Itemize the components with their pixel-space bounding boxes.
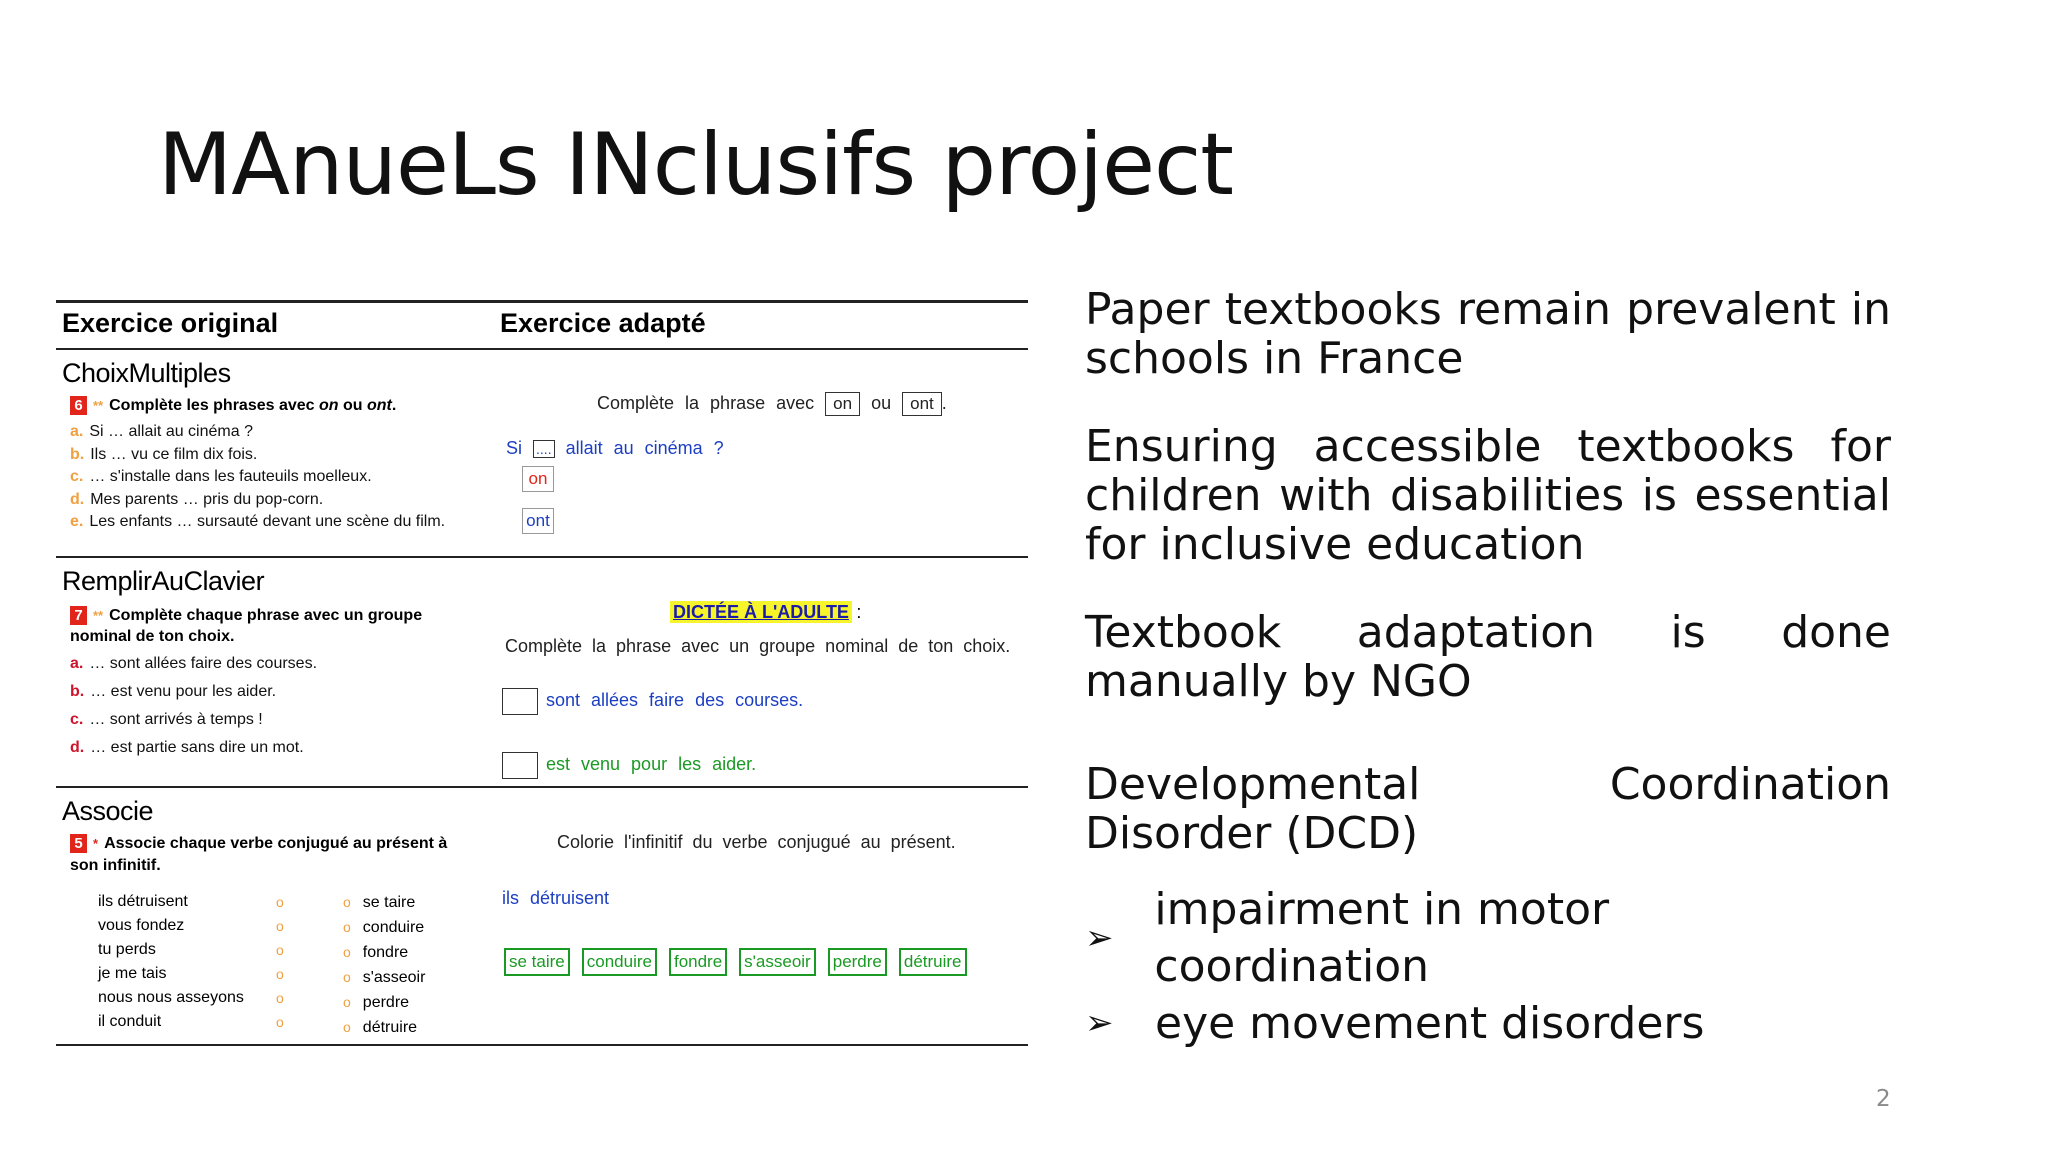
conjugated-verbs <box>98 890 244 1034</box>
match-dot[interactable]: o <box>276 894 284 910</box>
section-title-associe: Associe <box>62 796 154 826</box>
list-item: a. … sont allées faire des courses. <box>70 655 318 672</box>
original-instruction: 5 * Associe chaque verbe conjugué au présent à son infinitif. <box>70 835 448 874</box>
difficulty-stars: * <box>93 836 99 851</box>
slide-title: MAnueLs INclusifs project <box>158 115 1233 215</box>
match-dot[interactable]: o <box>276 966 284 982</box>
list-item: il conduit <box>98 1013 162 1030</box>
dcd-bullet-list <box>1085 881 1891 1052</box>
option-ont-box: ont <box>902 392 942 416</box>
choice-sasseoir[interactable]: s'asseoir <box>739 948 816 976</box>
adapted-verb: ils détruisent <box>502 888 610 908</box>
arrow-bullet-icon: ➢ <box>1085 1003 1114 1043</box>
original-instruction: 6 ** Complète les phrases avec on ou ont. <box>70 396 396 415</box>
list-item: c. … sont arrivés à temps ! <box>70 711 263 728</box>
adapted-sentence: Si .... allait au cinéma ? <box>506 438 724 458</box>
table-bottom-rule <box>56 1044 1028 1046</box>
choice-detruire[interactable]: détruire <box>899 948 967 976</box>
adapted-instruction: Complète la phrase avec on ou ont . <box>597 392 947 416</box>
exercise-number-badge: 5 <box>70 834 87 853</box>
column-header-adapted: Exercice adapté <box>500 308 706 338</box>
column-header-original: Exercice original <box>62 308 279 338</box>
list-item: d. Mes parents … pris du pop-corn. <box>70 490 324 508</box>
list-item: o perdre <box>343 994 410 1011</box>
list-item: c. … s'installe dans les fauteuils moelleux. <box>70 468 372 485</box>
arrow-bullet-icon: ➢ <box>1085 917 1114 958</box>
choice-fondre[interactable]: fondre <box>669 948 727 976</box>
match-dot[interactable]: o <box>276 1014 284 1030</box>
left-match-dots <box>276 890 284 1034</box>
list-item: nous nous asseyons <box>98 989 244 1006</box>
list-item: ils détruisent <box>98 893 188 910</box>
list-item: o détruire <box>343 1019 418 1036</box>
exercise-comparison-table <box>56 300 1028 1048</box>
list-item: je me tais <box>98 965 167 982</box>
list-item: vous fondez <box>98 917 185 934</box>
header-rule <box>56 348 1028 350</box>
choice-ont[interactable]: ont <box>522 508 554 534</box>
paragraph-manual-adaptation: Textbook adaptation is done manually by NGO <box>1085 607 1891 707</box>
list-item: b. Ils … vu ce film dix fois. <box>70 445 258 463</box>
paragraph-textbooks-prevalent: Paper textbooks remain prevalent in schools in France <box>1085 284 1891 384</box>
table-top-rule <box>56 300 1028 303</box>
choice-perdre[interactable]: perdre <box>828 948 887 976</box>
option-on-box: on <box>825 392 860 416</box>
blank-dropdown[interactable]: .... <box>533 440 555 458</box>
difficulty-stars: ** <box>93 608 104 623</box>
infinitive-choices <box>504 948 979 976</box>
list-item: o s'asseoir <box>343 969 426 986</box>
exercise-number-badge: 6 <box>70 396 87 415</box>
infinitives <box>343 890 425 1040</box>
original-instruction: 7 ** Complète chaque phrase avec un groupe nominal de ton choix. <box>70 607 423 645</box>
section-rule <box>56 786 1028 788</box>
text-entry-box[interactable] <box>502 688 538 715</box>
exercise-number-badge: 7 <box>70 606 87 625</box>
list-item: b. … est venu pour les aider. <box>70 683 277 700</box>
list-item: ➢ eye movement disorders <box>1085 995 1891 1052</box>
section-title-choixmultiples: ChoixMultiples <box>62 358 231 388</box>
original-items <box>70 650 317 762</box>
paragraph-dcd: Developmental Coordination Disorder (DCD) <box>1085 759 1891 859</box>
text-entry-box[interactable] <box>502 752 538 779</box>
list-item: o se taire <box>343 894 416 911</box>
list-item: tu perds <box>98 941 156 958</box>
adapted-instruction: Colorie l'infinitif du verbe conjugué au présent. <box>557 832 956 852</box>
list-item: a. Si … allait au cinéma ? <box>70 423 253 440</box>
match-dot[interactable]: o <box>276 918 284 934</box>
adapted-sentence: est venu pour les aider. <box>546 754 757 774</box>
list-item: o fondre <box>343 944 409 961</box>
adapted-instruction: Complète la phrase avec un groupe nominal de ton choix. <box>505 636 1011 656</box>
match-dot[interactable]: o <box>276 942 284 958</box>
paragraph-accessible-textbooks: Ensuring accessible textbooks for children with disabilities is essential for inclusive education <box>1085 421 1891 570</box>
choice-on[interactable]: on <box>522 466 554 492</box>
adapted-sentence: sont allées faire des courses. <box>546 690 804 710</box>
list-item: ➢ impairment in motor coordination <box>1085 884 1610 992</box>
choice-conduire[interactable]: conduire <box>582 948 657 976</box>
list-item: o conduire <box>343 919 425 936</box>
match-dot[interactable]: o <box>276 990 284 1006</box>
section-rule <box>56 556 1028 558</box>
section-title-remplirauclavier: RemplirAuClavier <box>62 566 265 596</box>
list-item: d. … est partie sans dire un mot. <box>70 739 304 756</box>
slide-body-text <box>1085 285 1891 1052</box>
difficulty-stars: ** <box>93 398 104 413</box>
list-item: e. Les enfants … sursauté devant une scène du film. <box>70 513 446 530</box>
choice-se-taire[interactable]: se taire <box>504 948 570 976</box>
original-items <box>70 421 445 534</box>
page-number: 2 <box>1876 1086 1891 1112</box>
dictee-label: DICTÉE À L'ADULTE : <box>670 602 861 623</box>
